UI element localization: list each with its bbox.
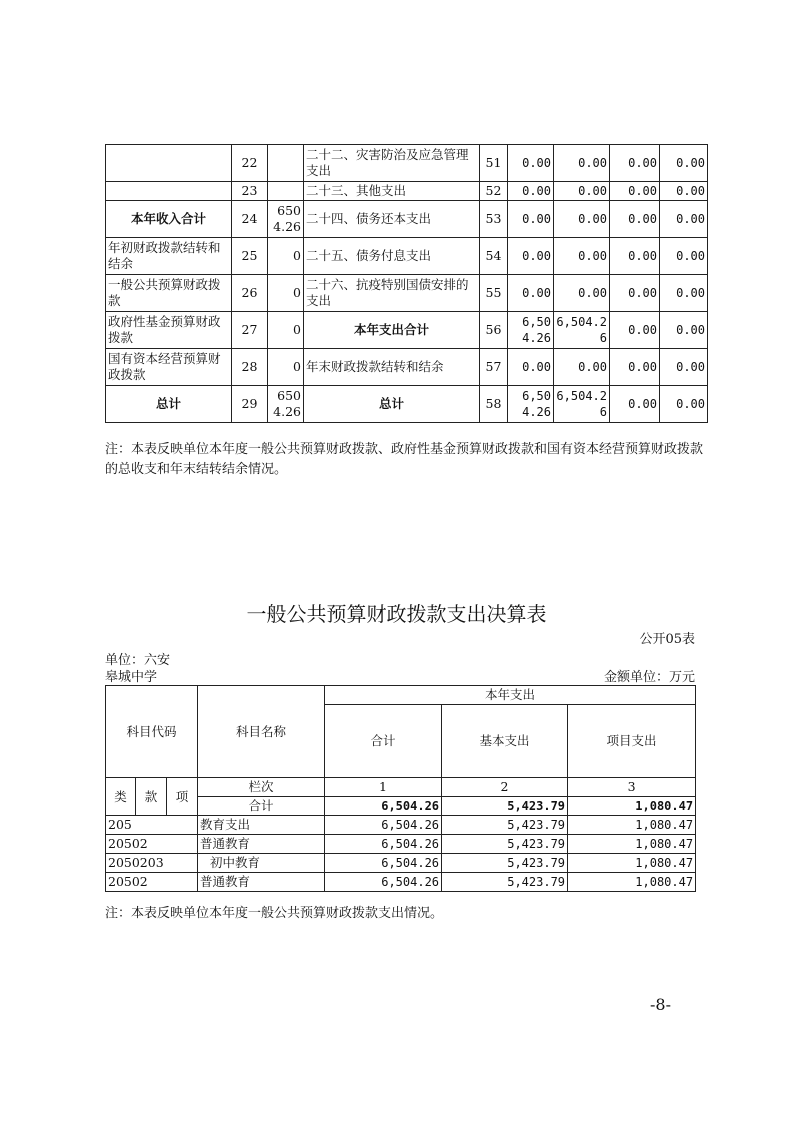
table-row	[106, 873, 696, 892]
row-project: 1,080.47	[568, 816, 696, 835]
row-value-1: 0.00	[508, 182, 554, 201]
sum-label: 合计	[198, 797, 325, 816]
row-value-3: 0.00	[610, 312, 660, 349]
table-row	[106, 816, 696, 835]
col-1: 1	[325, 778, 442, 797]
header-year-exp: 本年支出	[325, 686, 696, 705]
row-item: 总计	[304, 386, 480, 423]
sum-basic: 5,423.79	[442, 797, 568, 816]
row-value-2: 6,504.26	[554, 386, 610, 423]
row-value-3: 0.00	[610, 275, 660, 312]
row-value-3: 0.00	[610, 145, 660, 182]
row-number: 24	[232, 201, 268, 238]
row-basic: 5,423.79	[442, 816, 568, 835]
row-value-3: 0.00	[610, 386, 660, 423]
row-value-4: 0.00	[660, 182, 708, 201]
unit-line-1: 单位：六安	[105, 653, 171, 668]
table-row	[106, 835, 696, 854]
row-value-2: 0.00	[554, 349, 610, 386]
header-project: 项目支出	[568, 705, 696, 778]
row-basic: 5,423.79	[442, 873, 568, 892]
table-row	[106, 238, 708, 275]
col-2: 2	[442, 778, 568, 797]
row-item: 二十四、债务还本支出	[304, 201, 480, 238]
header-basic: 基本支出	[442, 705, 568, 778]
row-number: 22	[232, 145, 268, 182]
table-row	[106, 312, 708, 349]
row-amount: 6504.26	[268, 386, 304, 423]
row-amount	[268, 145, 304, 182]
row-basic: 5,423.79	[442, 835, 568, 854]
form-number: 公开05表	[639, 632, 695, 647]
row-number: 25	[232, 238, 268, 275]
row-item: 年末财政拨款结转和结余	[304, 349, 480, 386]
row-value-2: 6,504.26	[554, 312, 610, 349]
row-value-3: 0.00	[610, 201, 660, 238]
row-name: 普通教育	[198, 873, 325, 892]
page-title: 一般公共预算财政拨款支出决算表	[246, 602, 547, 626]
header-name: 科目名称	[198, 686, 325, 778]
row-total: 6,504.26	[325, 816, 442, 835]
header-total: 合计	[325, 705, 442, 778]
row-value-4: 0.00	[660, 201, 708, 238]
table-row	[106, 386, 708, 423]
table-row	[106, 145, 708, 182]
header-xiang: 项	[167, 778, 198, 816]
row-value-1: 0.00	[508, 349, 554, 386]
row-label: 一般公共预算财政拨款	[106, 275, 232, 312]
row-project: 1,080.47	[568, 854, 696, 873]
row-number-2: 56	[480, 312, 508, 349]
income-expense-table	[105, 144, 708, 423]
row-value-4: 0.00	[660, 145, 708, 182]
sum-total: 6,504.26	[325, 797, 442, 816]
row-item: 二十三、其他支出	[304, 182, 480, 201]
row-value-4: 0.00	[660, 386, 708, 423]
row-value-4: 0.00	[660, 312, 708, 349]
table-row	[106, 182, 708, 201]
row-total: 6,504.26	[325, 873, 442, 892]
row-project: 1,080.47	[568, 835, 696, 854]
row-basic: 5,423.79	[442, 854, 568, 873]
row-amount: 0	[268, 238, 304, 275]
row-code: 205	[106, 816, 198, 835]
row-value-3: 0.00	[610, 349, 660, 386]
col-3: 3	[568, 778, 696, 797]
row-label	[106, 182, 232, 201]
row-label: 国有资本经营预算财政拨款	[106, 349, 232, 386]
row-code: 2050203	[106, 854, 198, 873]
row-item: 二十二、灾害防治及应急管理支出	[304, 145, 480, 182]
row-value-4: 0.00	[660, 238, 708, 275]
row-value-2: 0.00	[554, 201, 610, 238]
row-number: 29	[232, 386, 268, 423]
amount-unit: 金额单位：万元	[603, 670, 695, 685]
table-row	[106, 349, 708, 386]
row-label: 年初财政拨款结转和结余	[106, 238, 232, 275]
row-number-2: 52	[480, 182, 508, 201]
row-number-2: 57	[480, 349, 508, 386]
col-label: 栏次	[198, 778, 325, 797]
row-amount: 6504.26	[268, 201, 304, 238]
page-number: -8-	[650, 995, 671, 1014]
unit-line-2: 皋城中学	[105, 670, 158, 685]
header-lei: 类	[106, 778, 136, 816]
row-number-2: 58	[480, 386, 508, 423]
row-value-1: 0.00	[508, 238, 554, 275]
row-item: 二十六、抗疫特别国债安排的支出	[304, 275, 480, 312]
row-project: 1,080.47	[568, 873, 696, 892]
row-total: 6,504.26	[325, 854, 442, 873]
row-code: 20502	[106, 873, 198, 892]
row-number: 26	[232, 275, 268, 312]
row-label: 政府性基金预算财政拨款	[106, 312, 232, 349]
row-value-1: 0.00	[508, 275, 554, 312]
row-amount: 0	[268, 349, 304, 386]
row-number: 23	[232, 182, 268, 201]
expenditure-table	[105, 685, 696, 892]
row-name: 初中教育	[198, 854, 325, 873]
row-value-1: 0.00	[508, 145, 554, 182]
table1-note: 注：本表反映单位本年度一般公共预算财政拨款、政府性基金预算财政拨款和国有资本经营预算财政拨款的总收支和年末结转结余情况。	[105, 442, 704, 477]
table-row	[106, 854, 696, 873]
row-item: 本年支出合计	[304, 312, 480, 349]
row-value-1: 0.00	[508, 201, 554, 238]
row-name: 教育支出	[198, 816, 325, 835]
row-number-2: 51	[480, 145, 508, 182]
header-kuan: 款	[136, 778, 167, 816]
table2-note: 注：本表反映单位本年度一般公共预算财政拨款支出情况。	[105, 906, 444, 921]
row-number: 28	[232, 349, 268, 386]
row-value-2: 0.00	[554, 145, 610, 182]
row-label: 本年收入合计	[106, 201, 232, 238]
row-number-2: 55	[480, 275, 508, 312]
row-name: 普通教育	[198, 835, 325, 854]
table-row	[106, 275, 708, 312]
row-value-3: 0.00	[610, 182, 660, 201]
row-value-2: 0.00	[554, 238, 610, 275]
row-amount: 0	[268, 312, 304, 349]
table-row	[106, 201, 708, 238]
row-number-2: 53	[480, 201, 508, 238]
header-code: 科目代码	[106, 686, 198, 778]
row-value-2: 0.00	[554, 275, 610, 312]
row-total: 6,504.26	[325, 835, 442, 854]
row-code: 20502	[106, 835, 198, 854]
row-amount: 0	[268, 275, 304, 312]
row-value-4: 0.00	[660, 275, 708, 312]
row-label: 总计	[106, 386, 232, 423]
row-value-4: 0.00	[660, 349, 708, 386]
row-value-1: 6,504.26	[508, 386, 554, 423]
row-amount	[268, 182, 304, 201]
row-item: 二十五、债务付息支出	[304, 238, 480, 275]
row-number-2: 54	[480, 238, 508, 275]
row-value-2: 0.00	[554, 182, 610, 201]
row-value-1: 6,504.26	[508, 312, 554, 349]
row-label	[106, 145, 232, 182]
row-value-3: 0.00	[610, 238, 660, 275]
row-number: 27	[232, 312, 268, 349]
sum-project: 1,080.47	[568, 797, 696, 816]
